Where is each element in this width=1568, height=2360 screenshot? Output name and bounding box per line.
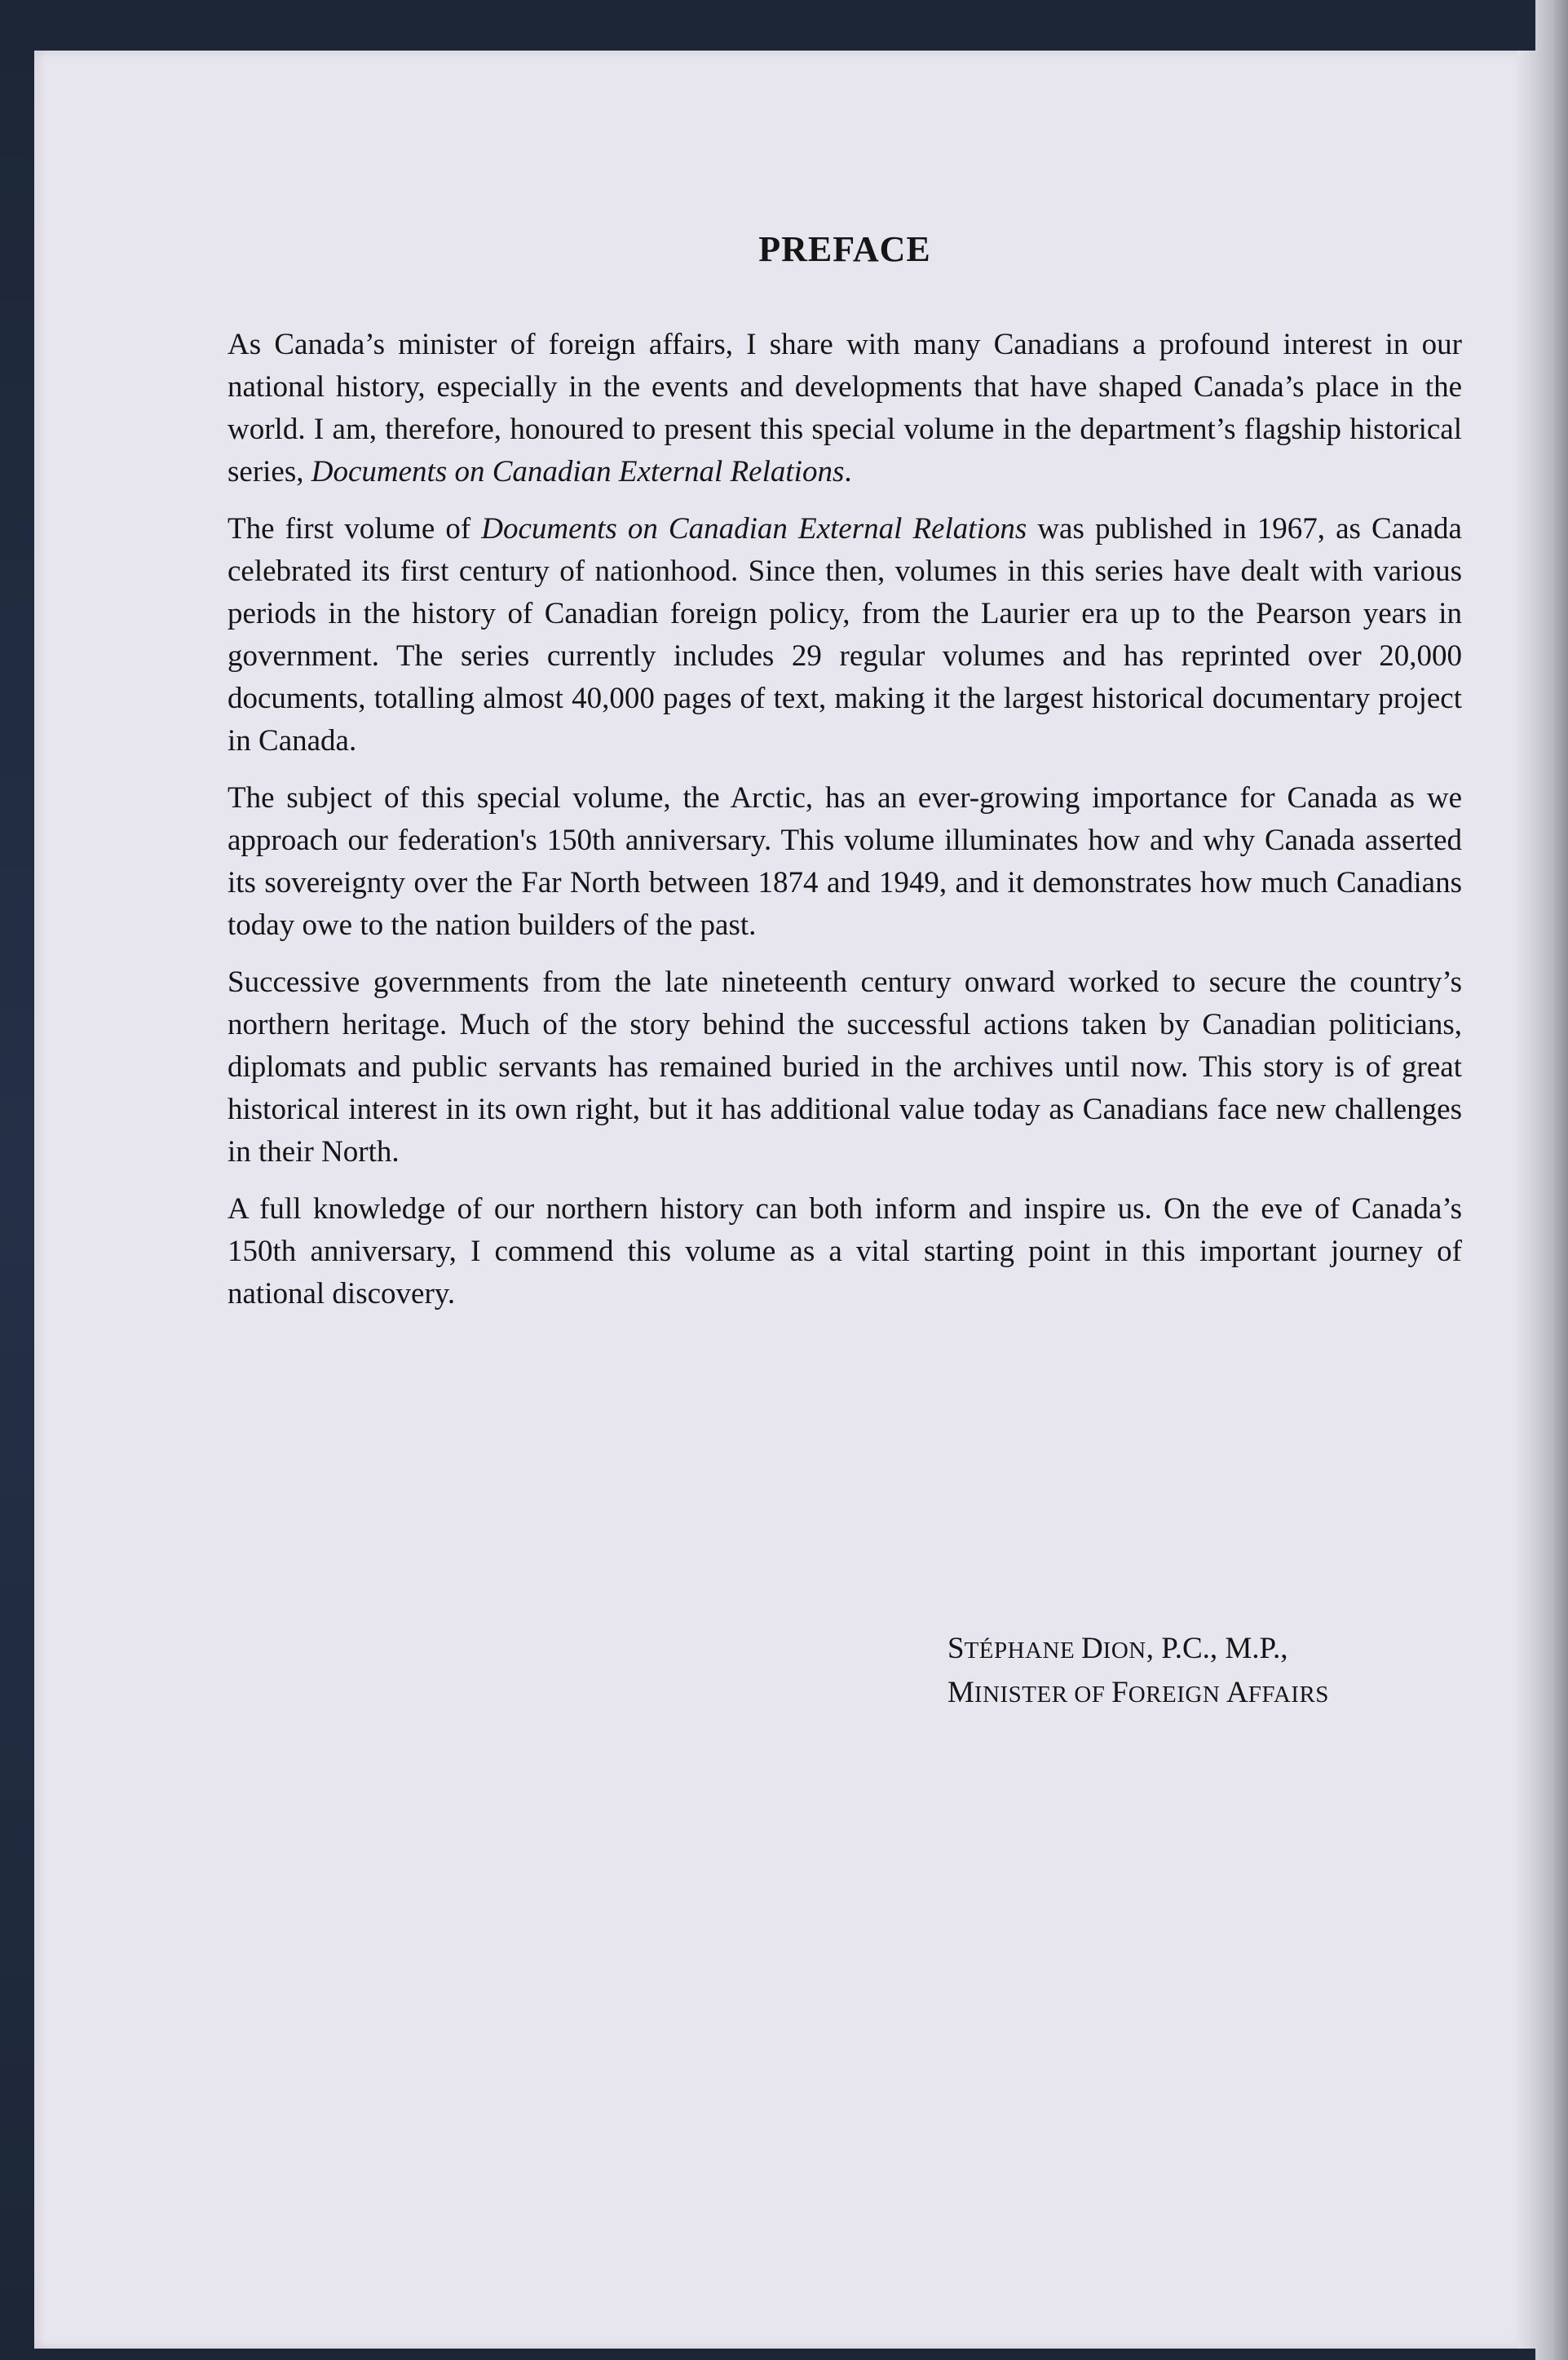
paragraph-text: The first volume of [227, 512, 482, 546]
paragraph-text: was published in 1967, as Canada celebrated its first century of nationhood. Since then, volumes in this series have dealt with various periods in the history of Canadian foreign policy, from the Laurier era up to the Pearson years in government. The series currently includes 29 regular volumes and has reprinted over 20,000 documents, totalling almost 40,000 pages of text, making it the largest historical documentary project in Canada. [227, 512, 1462, 758]
paragraph-4: Successive governments from the late nineteenth century onward worked to secure the country’s northern heritage. Much of the story behind the successful actions taken by Canadian politicians, diplomats and public servants has remained buried in the archives until now. This story is of great historical interest in its own right, but it has additional value today as Canadians face new challenges in their North. [227, 966, 1462, 1169]
paragraph-2 [227, 508, 1462, 762]
page-title: PREFACE [758, 229, 931, 269]
signatory-name: STÉPHANE DION, P.C., M.P., [947, 1632, 1288, 1665]
paragraph-1 [227, 324, 1462, 493]
signature-block [947, 1628, 1329, 1716]
series-title: Documents on Canadian External Relations [481, 512, 1027, 546]
paragraph-5: A full knowledge of our northern history can both inform and inspire us. On the eve of Canada’s 150th anniversary, I commend this volume as a vital starting point in this important journey of national discovery. [227, 1192, 1462, 1310]
book-binding-edge [1535, 0, 1568, 2360]
page-gutter-shadow [1517, 51, 1535, 2349]
book-page [34, 51, 1535, 2349]
preface-content [227, 228, 1462, 1330]
paragraph-text: As Canada’s minister of foreign affairs, I share with many Canadians a profound interest in our national history, especially in the events and developments that have shaped Canada’s place in the world. I am, therefore, honoured to present this special volume in the department’s flagship historical series, [227, 328, 1462, 488]
paragraph-text: . [844, 455, 852, 488]
series-title: Documents on Canadian External Relations [311, 455, 845, 488]
signatory-title: MINISTER OF FOREIGN AFFAIRS [947, 1676, 1329, 1709]
paragraph-3: The subject of this special volume, the Arctic, has an ever-growing importance for Canada as we approach our federation's 150th anniversary. This volume illuminates how and why Canada asserted its sovereignty over the Far North between 1874 and 1949, and it demonstrates how much Canadians today owe to the nation builders of the past. [227, 781, 1462, 942]
